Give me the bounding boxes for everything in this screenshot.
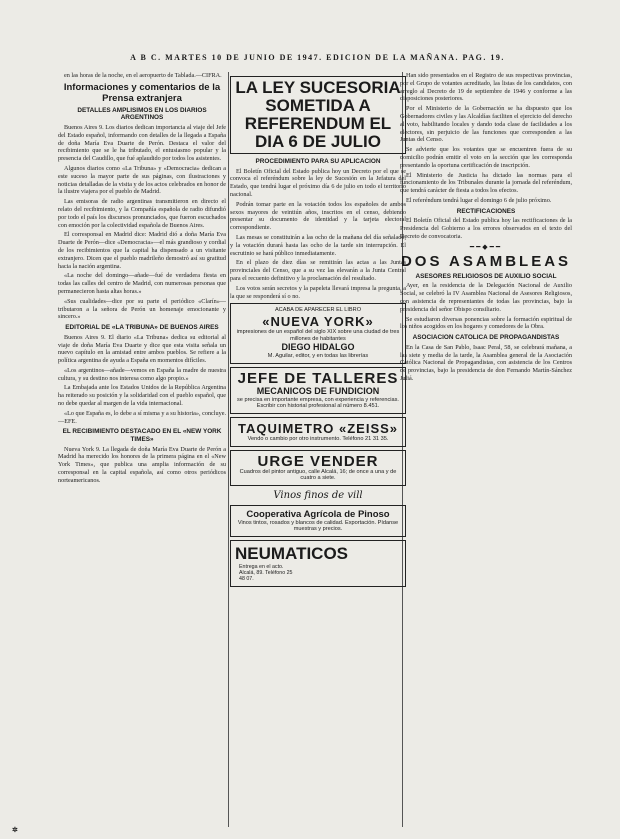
main-headline: LA LEY SUCESORIA SOMETIDA A REFERENDUM EL DIA 6 DE JULIO: [230, 76, 406, 154]
ad-title: URGE VENDER: [257, 452, 379, 470]
column-rule: [228, 72, 229, 827]
subheading: PROCEDIMIENTO PARA SU APLICACION: [255, 158, 381, 165]
paragraph: Nueva York 9. La llegada de doña María Eva Duarte de Perón a Madrid ha merecido los honores de la primera página en el «New York Times», que publica una amplia información de su corresponsal en la capital española, así como otros periódicos norteamericanos.: [58, 445, 226, 484]
equipment-advertisement: [230, 417, 406, 447]
paragraph: Se advierte que los votantes que se encuentren fuera de su domicilio podrán emitir el voto en la sección que les corresponda presentando la oportuna certificación de inscripción.: [400, 146, 572, 169]
ad-title: JEFE DE TALLERES: [237, 369, 399, 387]
paragraph: Ayer, en la residencia de la Delegación Nacional de Auxilio Social, se celebró la IV Asamblea Nacional de Asesores Religiosos, con asistencia de representantes de todas las provincias, bajo la presidencia del señor Obispo consiliario.: [400, 282, 572, 313]
paragraph: Buenos Aires 9. Los diarios dedican importancia al viaje del Jefe del Estado español, informando con detalles de la llegada a España de doña María Eva Duarte de Perón. Destaca el valor del recibimiento que se le ha tributado, el entusiasmo popular y la presencia del Caudillo, que fué aplaudido por todos los asistentes.: [58, 123, 226, 163]
paragraph: en las horas de la noche, en el aeropuerto de Tablada.—CIFRA.: [64, 72, 222, 79]
column-left: [58, 72, 226, 832]
paragraph: En el plazo de diez días se remitirán las actas a las Juntas provinciales del Censo, que a su vez las elevarán a la Junta Central para el recuento definitivo y la proclamación del resultado.: [230, 259, 406, 282]
subheading: RECTIFICACIONES: [456, 207, 516, 215]
wine-ad-script: Vinos finos de vill: [273, 489, 363, 501]
subheading: ASOCIACION CATOLICA DE PROPAGANDISTAS: [412, 334, 560, 342]
ad-kicker: ACABA DE APARECER EL LIBRO: [274, 307, 362, 314]
paragraph: Podrán tomar parte en la votación todos los españoles de ambos sexos mayores de veintiún años, inscritos en el censo, debiendo presentar su documento de identidad y la tarjeta electoral correspondiente.: [230, 200, 406, 232]
paragraph: «Sus cualidades—dice por su parte el periódico «Clarín»—tributaron a la señora de Perón un homenaje emocionante y sincero.»: [58, 297, 226, 321]
paragraph: «La noche del domingo—añade—fué de verdadera fiesta en todas las calles del centro de Madrid, con numerosas personas que permanecieron hasta altas horas.»: [58, 272, 226, 295]
ad-publisher: M. Aguilar, editor, y en todas las librerías: [267, 353, 369, 360]
subheading: ASESORES RELIGIOSOS DE AUXILIO SOCIAL: [415, 272, 557, 280]
paragraph: El corresponsal en Madrid dice: Madrid dió a doña María Eva Duarte de Perón—dice «Democracia»—el más grandioso y cordial de los recibimientos que la capital ha dispensado a un visitante extranjero. Dicen que el pueblo madrileño demostró así su gratitud hacia la nación argentina.: [58, 231, 226, 270]
paragraph: «Lo que España es, lo debe a sí misma y a su historia», concluye.—EFE.: [58, 409, 226, 425]
ad-description: Cuadros del pintor antiguo, calle Alcalá, 16; de once a una y de cuatro a siete.: [239, 468, 397, 482]
paragraph: El Boletín Oficial del Estado publica hoy las rectificaciones de la Presidencia del Gobierno a los errores observados en el texto del Decreto de convocatoria.: [400, 217, 572, 240]
paragraph: En la Casa de San Pablo, Isaac Peral, 58, se celebrará mañana, a las siete y media de la tarde, la Asamblea general de la Asociación Católica Nacional de Propagandistas, con asistencia de los Centros de provincias, bajo la presidencia de don Fernando Martín-Sánchez Juliá.: [400, 343, 572, 382]
paragraph: Las mesas se constituirán a las ocho de la mañana del día señalado, y la votación durará hasta las ocho de la tarde sin interrupción. El escrutinio se hará público inmediatamente.: [230, 233, 406, 257]
ad-title: «NUEVA YORK»: [262, 313, 374, 329]
column-right: [400, 72, 572, 832]
book-advertisement: [230, 303, 406, 363]
column-center: [230, 72, 406, 832]
paragraph: Buenos Aires 9. El diario «La Tribuna» dedica su editorial al viaje de doña María Eva Duarte y dice que esta visita señala un nuevo capítulo en la amistad entre ambos pueblos. Se refiere a la política argentina de ayuda a España en momentos difíciles.: [58, 333, 226, 365]
paragraph: Los votos serán secretos y la papeleta llevará impresa la pregunta, a la que se responderá sí o no.: [230, 284, 406, 300]
ad-description: se precisa en importante empresa, con experiencia y referencias. Escribir con historial profesional al número 8.451.: [237, 396, 399, 410]
ad-description: Vinos tintos, rosados y blancos de calidad. Exportación. Pídanse muestras y precios.: [237, 519, 399, 533]
ad-description: impresiones de un español del siglo XIX sobre una ciudad de tres millones de habitantes: [236, 328, 400, 342]
subheading: EL RECIBIMIENTO DESTACADO EN EL «NEW YORK TIMES»: [62, 428, 222, 444]
paragraph: Algunos diarios como «La Tribuna» y «Democracia» dedican a este suceso la mayor parte de sus páginas, con ilustraciones y noticias detalladas de la visita y de los actos celebrados en honor de la ilustre viajera por el pueblo de Madrid.: [58, 164, 226, 196]
corner-mark: ✲: [12, 826, 18, 834]
section-heading: DOS ASAMBLEAS: [400, 252, 572, 270]
ad-title: NEUMATICOS: [235, 543, 349, 563]
section-heading: Informaciones y comentarios de la Prensa extranjera: [63, 81, 221, 104]
paragraph: Por el Ministerio de la Gobernación se ha dispuesto que los Gobernadores civiles y las Alcaldías faciliten el ejercicio del derecho al voto, habilitando locales y dando toda clase de facilidades a los electores, sin perjuicio de las funciones que corresponden a las Juntas del Censo.: [400, 105, 572, 144]
paragraph: El referéndum tendrá lugar el domingo 6 de julio próximo.: [406, 196, 552, 204]
ad-title: TAQUIMETRO «ZEISS»: [237, 420, 399, 436]
job-advertisement: [230, 367, 406, 414]
sale-advertisement: [230, 450, 406, 486]
ad-description: Vendo o cambio por otro instrumento. Teléfono 21 31 35.: [247, 435, 389, 442]
subheading: DETALLES AMPLISIMOS EN LOS DIARIOS ARGENTINOS: [77, 106, 207, 122]
ornament-divider: ━━◆━━: [469, 242, 503, 251]
paragraph: El Ministerio de Justicia ha dictado las normas para el funcionamiento de los Tribunales durante la jornada del referéndum, que tendrá carácter de fiesta a todos los efectos.: [400, 171, 572, 195]
ad-title: Cooperativa Agrícola de Pinoso: [246, 508, 390, 520]
paragraph: Las emisoras de radio argentinas transmitieron en directo el relato del recibimiento, y la Compañía española de radio difundió por todo el país los discursos pronunciados, que fueron escuchados con emoción por la colectividad española de Buenos Aires.: [58, 198, 226, 229]
paragraph: «Los argentinos—añade—vemos en España la madre de nuestra cultura, y su destino nos interesa como algo propio.»: [58, 366, 226, 382]
paragraph: Han sido presentados en el Registro de sus respectivas provincias, por el Grupo de votantes acreditado, las listas de los candidatos, con arreglo al Decreto de 19 de septiembre de 1946 y conforme a las disposiciones posteriores.: [400, 72, 572, 103]
ad-author: DIEGO HIDALGO: [281, 342, 355, 353]
tires-advertisement: [230, 540, 406, 587]
paragraph: El Boletín Oficial del Estado publica hoy un Decreto por el que se convoca el referéndum sobre la ley de Sucesión en la Jefatura del Estado, que tendrá lugar el próximo día 6 de julio en todo el territorio nacional.: [230, 167, 406, 198]
page-header: A B C. MARTES 10 DE JUNIO DE 1947. EDICION DE LA MAÑANA. PAG. 19.: [130, 53, 505, 62]
paragraph: Se estudiaron diversas ponencias sobre la formación espiritual de los niños acogidos en los hogares y comedores de la Obra.: [400, 315, 572, 331]
subheading: EDITORIAL DE «LA TRIBUNA» DE BUENOS AIRES: [65, 324, 219, 332]
ad-subtitle: MECANICOS DE FUNDICION: [256, 385, 380, 396]
ad-description: Entrega en el acto. Alcalá, 89. Teléfono 25 48 07.: [239, 563, 293, 583]
cooperative-advertisement: [230, 505, 406, 537]
paragraph: La Embajada ante los Estados Unidos de la República Argentina ha reiterado su posición y la solidaridad con el pueblo español, que no debe quedar al margen de la vida internacional.: [58, 384, 226, 408]
